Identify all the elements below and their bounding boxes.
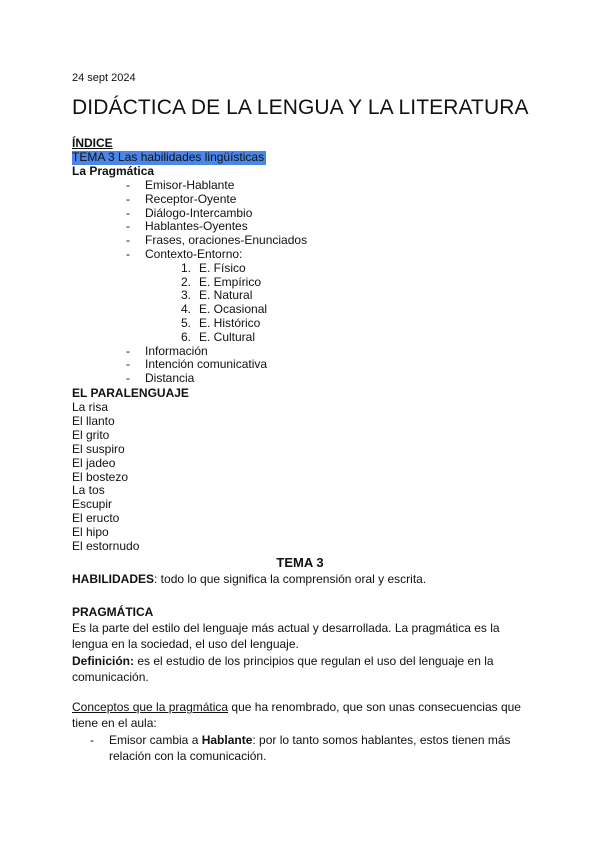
paralenguaje-heading: EL PARALENGUAJE — [72, 386, 189, 400]
context-item: 6. E. Cultural — [181, 329, 256, 344]
list-item-label: Contexto-Entorno: — [145, 246, 243, 261]
list-item: La risa — [72, 400, 109, 414]
conceptos-paragraph — [72, 699, 532, 731]
habilidades-line — [72, 572, 426, 586]
tema3-heading: TEMA 3 — [276, 555, 324, 570]
list-item: El eructo — [72, 511, 120, 526]
list-item: El bostezo — [72, 469, 129, 484]
list-item: El hipo — [72, 525, 109, 540]
context-sublist — [145, 262, 307, 345]
list-item: El grito — [72, 427, 110, 442]
habilidades-text: : todo lo que significa la comprensión oral y escrita. — [154, 572, 427, 586]
context-item: 2. E. Empírico — [181, 274, 262, 289]
list-item: - Diálogo-Intercambio — [126, 207, 307, 221]
list-item: El llanto — [72, 413, 115, 428]
pragmatica-outline-list — [126, 179, 307, 386]
list-item: Escupir — [72, 497, 113, 512]
list-item: El jadeo — [72, 455, 116, 470]
definition-label: Definición: — [72, 654, 134, 668]
pragmatica-outline-heading: La Pragmática — [72, 164, 155, 178]
list-item: El estornudo — [72, 539, 140, 554]
context-item: 3. E. Natural — [181, 288, 253, 303]
list-item: - Emisor-Hablante — [126, 179, 307, 193]
definition-text: es el estudio de los principios que regulan el uso del lenguaje en la comunicación. — [72, 654, 494, 684]
context-item: 4. E. Ocasional — [181, 302, 268, 317]
index-heading: ÍNDICE — [72, 136, 113, 150]
document-title: DIDÁCTICA DE LA LENGUA Y LA LITERATURA — [72, 96, 529, 119]
context-item: 5. E. Histórico — [181, 315, 261, 330]
bullet-text-pre: Emisor cambia a — [109, 733, 202, 747]
list-item: - Distancia — [126, 372, 307, 386]
dash-bullet-icon: - — [90, 733, 94, 747]
list-item: - Frases, oraciones-Enunciados — [126, 234, 307, 248]
index-link-tema3[interactable]: TEMA 3 Las habilidades lingüísticas — [72, 150, 265, 164]
definition-paragraph — [72, 653, 532, 685]
list-item: El suspiro — [72, 441, 125, 456]
list-item — [126, 248, 307, 345]
pragmatica-paragraph: Es la parte del estilo del lenguaje más actual y desarrollada. La pragmática es la lengua en la sociedad, el uso del lenguaje. — [72, 621, 500, 651]
context-item: 1. E. Físico — [181, 260, 246, 275]
conceptos-underlined: Conceptos que la pragmática — [72, 700, 229, 714]
bullet-text-bold: Hablante — [201, 733, 253, 747]
bullet-emisor — [90, 732, 520, 764]
list-item: - Información — [126, 345, 307, 359]
list-item: - Receptor-Oyente — [126, 193, 307, 207]
habilidades-label: HABILIDADES — [72, 572, 155, 586]
bullet-text-post: : por lo tanto somos hablantes, estos tienen más relación con la comunicación. — [109, 733, 511, 763]
paralenguaje-list — [72, 401, 139, 554]
list-item: La tos — [72, 483, 105, 498]
list-item: - Hablantes-Oyentes — [126, 220, 307, 234]
list-item: - Intención comunicativa — [126, 358, 307, 372]
pragmatica-heading: PRAGMÁTICA — [72, 605, 154, 619]
conceptos-rest: que ha renombrado, que son unas consecuencias que tiene en el aula: — [72, 700, 521, 730]
document-date: 24 sept 2024 — [72, 72, 136, 84]
